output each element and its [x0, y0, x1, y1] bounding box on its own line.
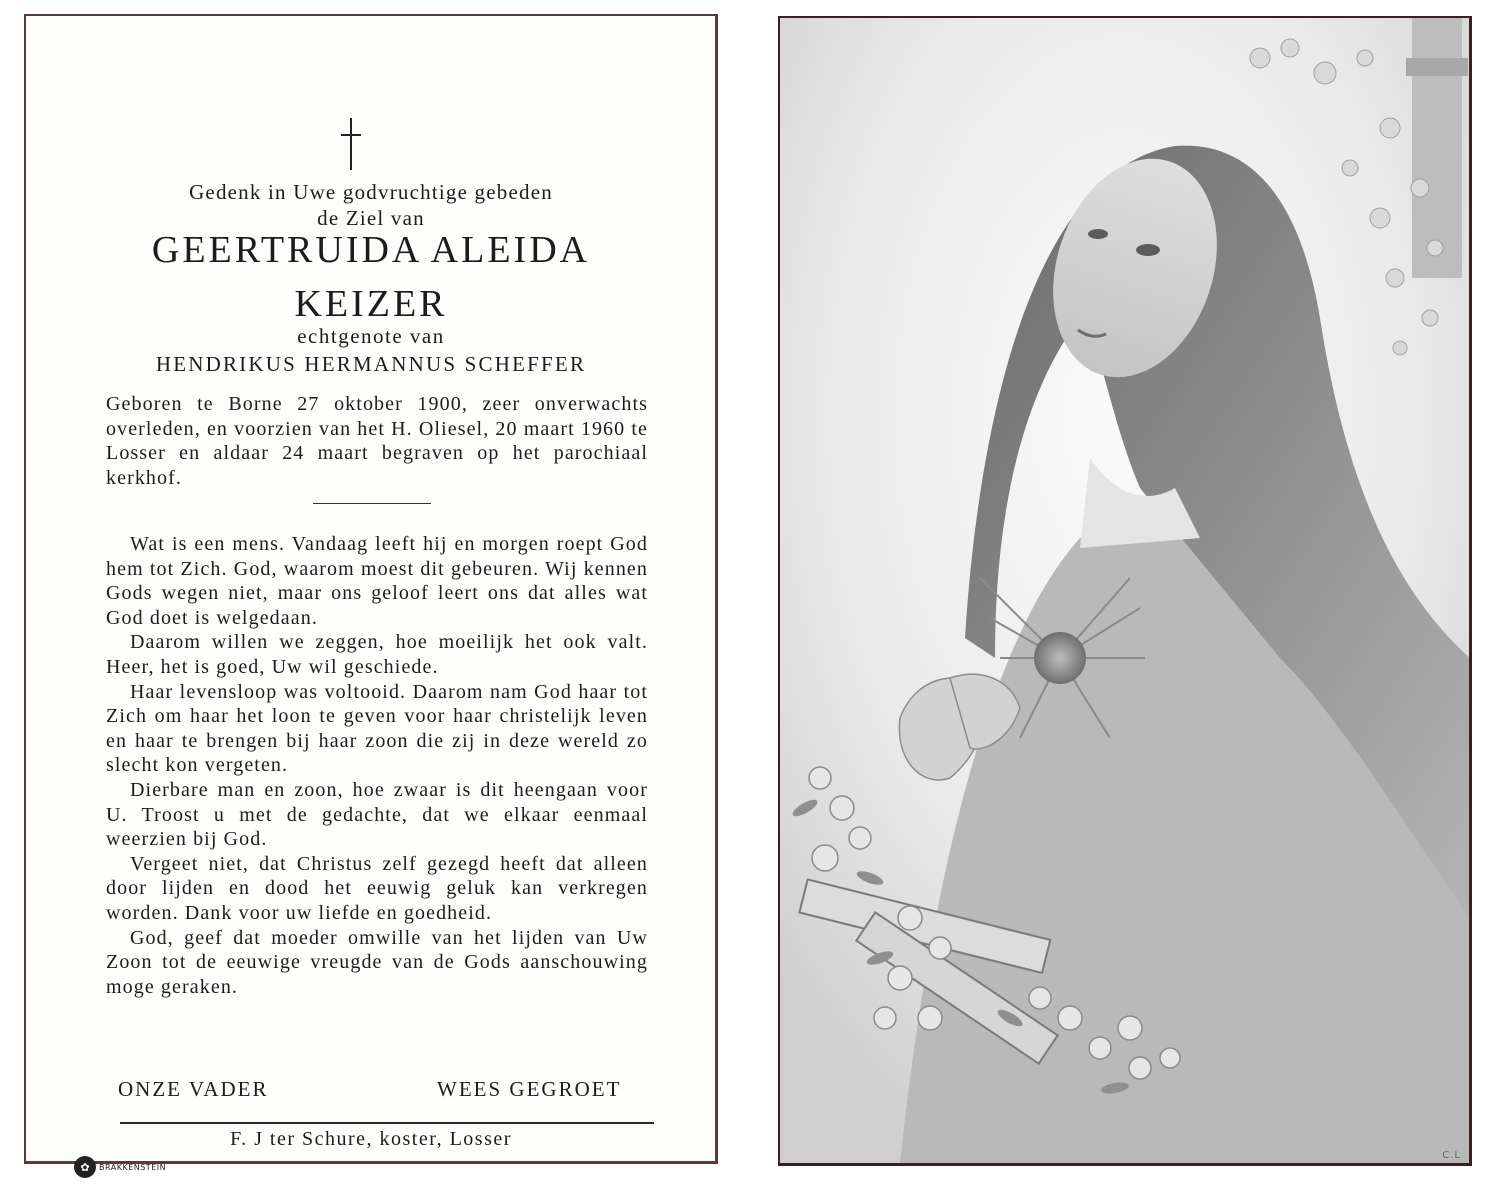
virgin-mary-illustration	[780, 18, 1470, 1164]
devotional-image-card	[778, 16, 1472, 1166]
meditation-paragraph: Wat is een mens. Vandaag leeft hij en morgen roept God hem tot Zich. God, waarom moest dit gebeuren. Wij kennen Gods wegen niet, maar ons geloof leert ons dat alles wat God doet is welgedaan.	[106, 533, 648, 629]
meditation-paragraph: Vergeet niet, dat Christus zelf gezegd heeft dat alleen door lijden en dood het eeuwig geluk kan verkregen worden. Dank voor uw liefde en goedheid.	[106, 852, 648, 924]
prayer-onze-vader: ONZE VADER	[118, 1077, 269, 1101]
column-capital	[1406, 58, 1468, 76]
prayer-wees-gegroet: WEES GEGROET	[437, 1077, 622, 1101]
spouse-label: echtgenote van	[297, 324, 445, 348]
deceased-name-line-1: GEERTRUIDA ALEIDA	[151, 229, 591, 271]
meditation-paragraph: Daarom willen we zeggen, hoe moeilijk het ook valt. Heer, het is goed, Uw wil geschiede.	[106, 631, 648, 678]
meditation-paragraph: Haar levensloop was voltooid. Daarom nam God haar tot Zich om haar het loon te geven voor haar christelijk leven en haar te brengen bij haar zoon die zij in deze wereld zo slecht kon vergeten.	[106, 680, 648, 777]
biography-paragraph: Geboren te Borne 27 oktober 1900, zeer onverwachts overleden, en voorzien van het H. Oliesel, 20 maart 1960 te Losser en aldaar 24 maart begraven op het parochiaal kerkhof.	[106, 393, 648, 489]
publisher-logo	[74, 1156, 166, 1178]
divider-long	[120, 1122, 654, 1124]
deceased-name-line-2: KEIZER	[294, 283, 448, 325]
intro-line-1: Gedenk in Uwe godvruchtige gebeden	[189, 180, 553, 204]
meditation-paragraph: Dierbare man en zoon, hoe zwaar is dit heengaan voor U. Troost u met de gedachte, dat we elkaar eenmaal weerzien bij God.	[106, 778, 648, 851]
printer-credit: F. J ter Schure, koster, Losser	[230, 1128, 512, 1150]
cross-icon	[341, 118, 361, 170]
intro-line-2: de Ziel van	[317, 206, 425, 230]
publisher-logo-text: BRAKKENSTEIN	[99, 1162, 167, 1172]
memorial-text-card	[24, 14, 718, 1174]
publisher-logo-icon: ✿	[74, 1156, 96, 1178]
illustrator-mark: C.L	[1442, 1150, 1461, 1161]
eye-icon	[1088, 229, 1108, 239]
meditation-paragraph: God, geef dat moeder omwille van het lijden van Uw Zoon tot de eeuwige vreugde van de Gods aanschouwing moge geraken.	[106, 926, 648, 998]
meditation-text	[106, 532, 648, 999]
column	[1412, 18, 1462, 278]
eye-icon	[1136, 244, 1160, 256]
spouse-name: HENDRIKUS HERMANNUS SCHEFFER	[155, 352, 587, 376]
divider-short	[313, 503, 431, 504]
